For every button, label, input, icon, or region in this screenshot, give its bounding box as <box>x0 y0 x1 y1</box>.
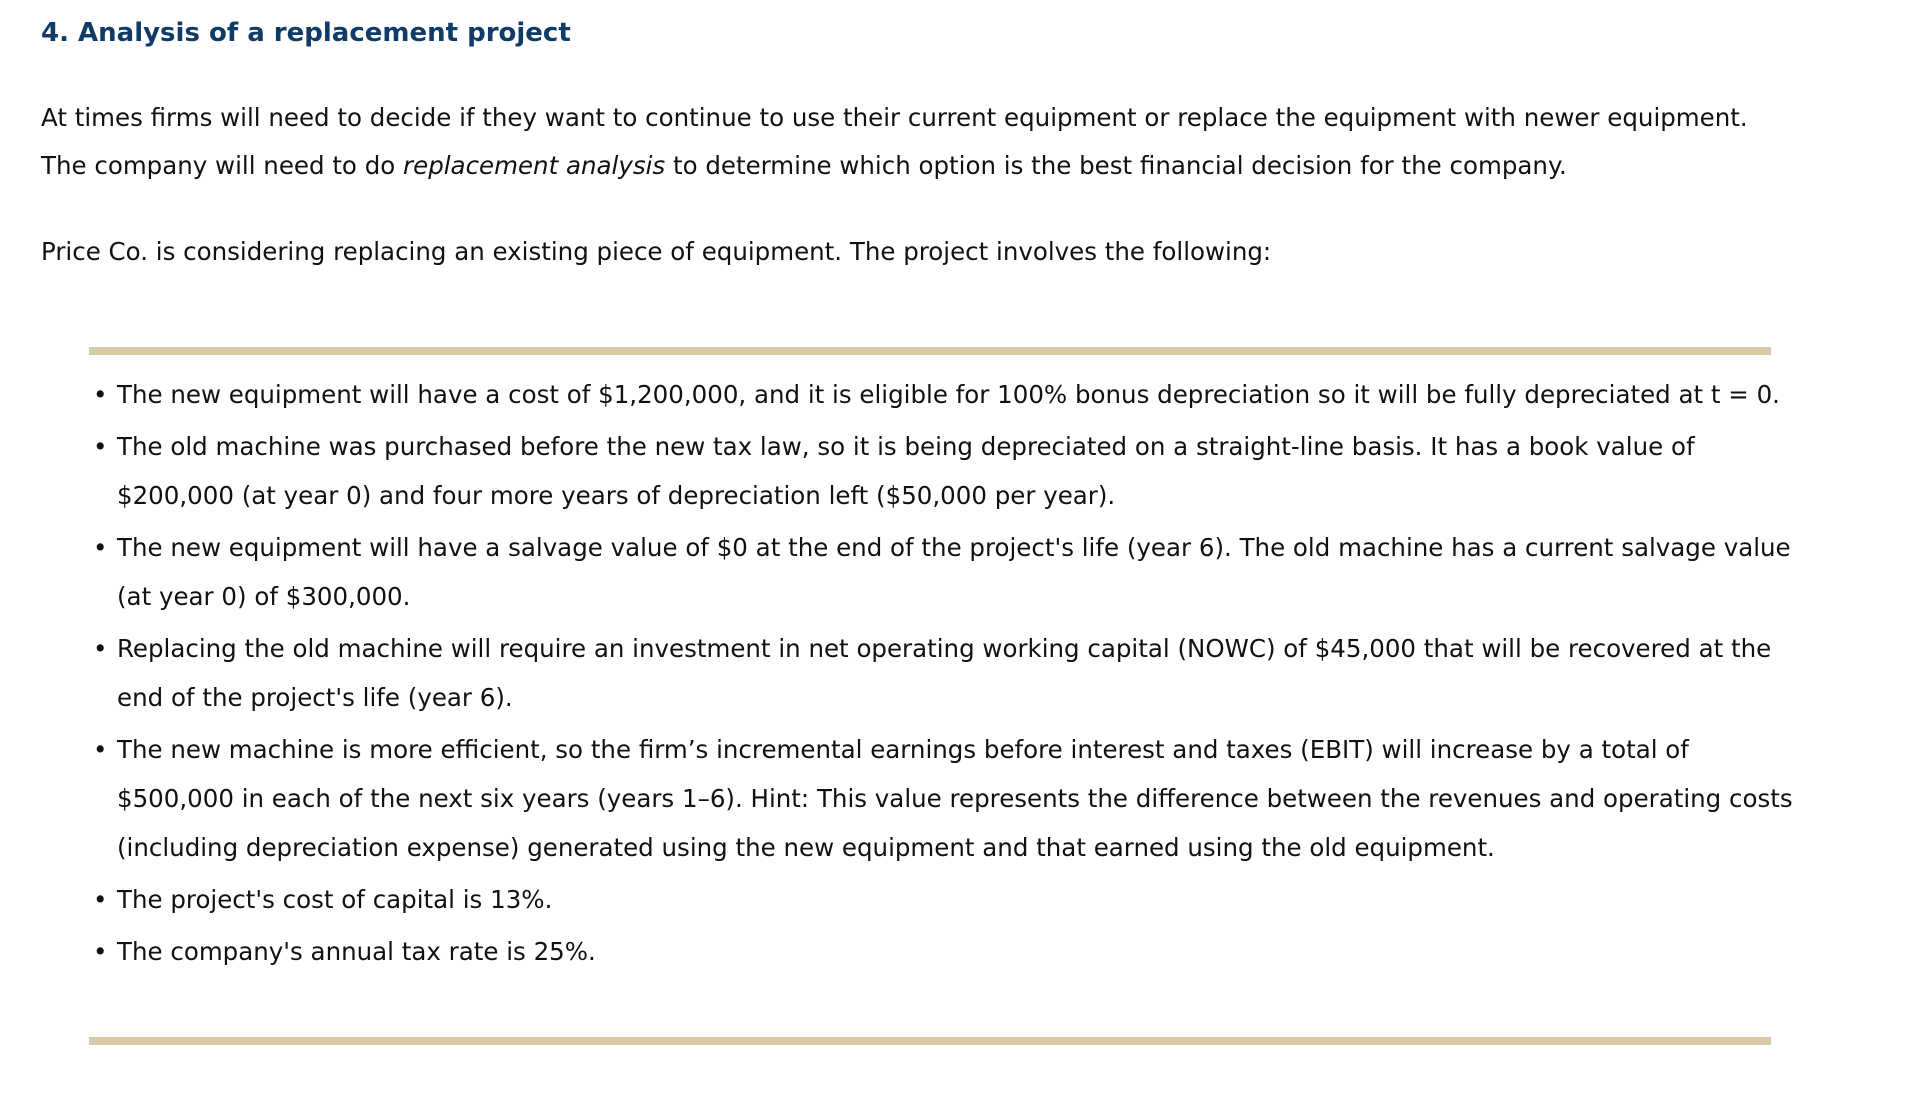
section-title: 4. Analysis of a replacement project <box>41 18 571 48</box>
list-item <box>89 422 1809 520</box>
bullet-icon: • <box>93 735 108 764</box>
intro-text-end: to determine which option is the best financial decision for the company. <box>665 151 1567 180</box>
bullet-icon: • <box>93 634 108 663</box>
bullet-icon: • <box>93 885 108 914</box>
lead-paragraph: Price Co. is considering replacing an existing piece of equipment. The project involves the following: <box>41 237 1272 266</box>
top-divider <box>89 347 1771 355</box>
project-facts-list <box>89 370 1809 979</box>
list-item-text: The project's cost of capital is 13%. <box>117 885 553 914</box>
list-item-text: The new equipment will have a salvage value of $0 at the end of the project's life (year 6). The old machine has a current salvage value (at year 0) of $300,000. <box>117 533 1791 611</box>
list-item-text: The company's annual tax rate is 25%. <box>117 937 596 966</box>
list-item-text: The new machine is more efficient, so the firm’s incremental earnings before interest and taxes (EBIT) will increase by a total of $500,000 in each of the next six years (years 1–6). Hint: This value represents the difference between the revenues and operating costs (including depreciation expense) generated using the new equipment and that earned using the old equipment. <box>117 735 1793 862</box>
bullet-icon: • <box>93 432 108 461</box>
intro-text-start: At times firms will need to decide if they want to continue to use their current equipment or replace the equipment with newer equipment. The company will need to do <box>41 103 1748 180</box>
bullet-icon: • <box>93 937 108 966</box>
bottom-divider <box>89 1037 1771 1045</box>
list-item-text: The new equipment will have a cost of $1,200,000, and it is eligible for 100% bonus depreciation so it will be fully depreciated at t = 0. <box>117 380 1780 409</box>
intro-emphasis: replacement analysis <box>403 151 666 180</box>
list-item <box>89 624 1809 722</box>
bullet-icon: • <box>93 533 108 562</box>
list-item-text: Replacing the old machine will require an investment in net operating working capital (NOWC) of $45,000 that will be recovered at the end of the project's life (year 6). <box>117 634 1772 712</box>
list-item <box>89 927 1809 976</box>
list-item <box>89 370 1809 419</box>
intro-paragraph <box>41 94 1801 190</box>
list-item <box>89 875 1809 924</box>
list-item <box>89 725 1809 872</box>
list-item <box>89 523 1809 621</box>
bullet-icon: • <box>93 380 108 409</box>
list-item-text: The old machine was purchased before the new tax law, so it is being depreciated on a straight-line basis. It has a book value of $200,000 (at year 0) and four more years of depreciation left ($50,000 per year). <box>117 432 1695 510</box>
